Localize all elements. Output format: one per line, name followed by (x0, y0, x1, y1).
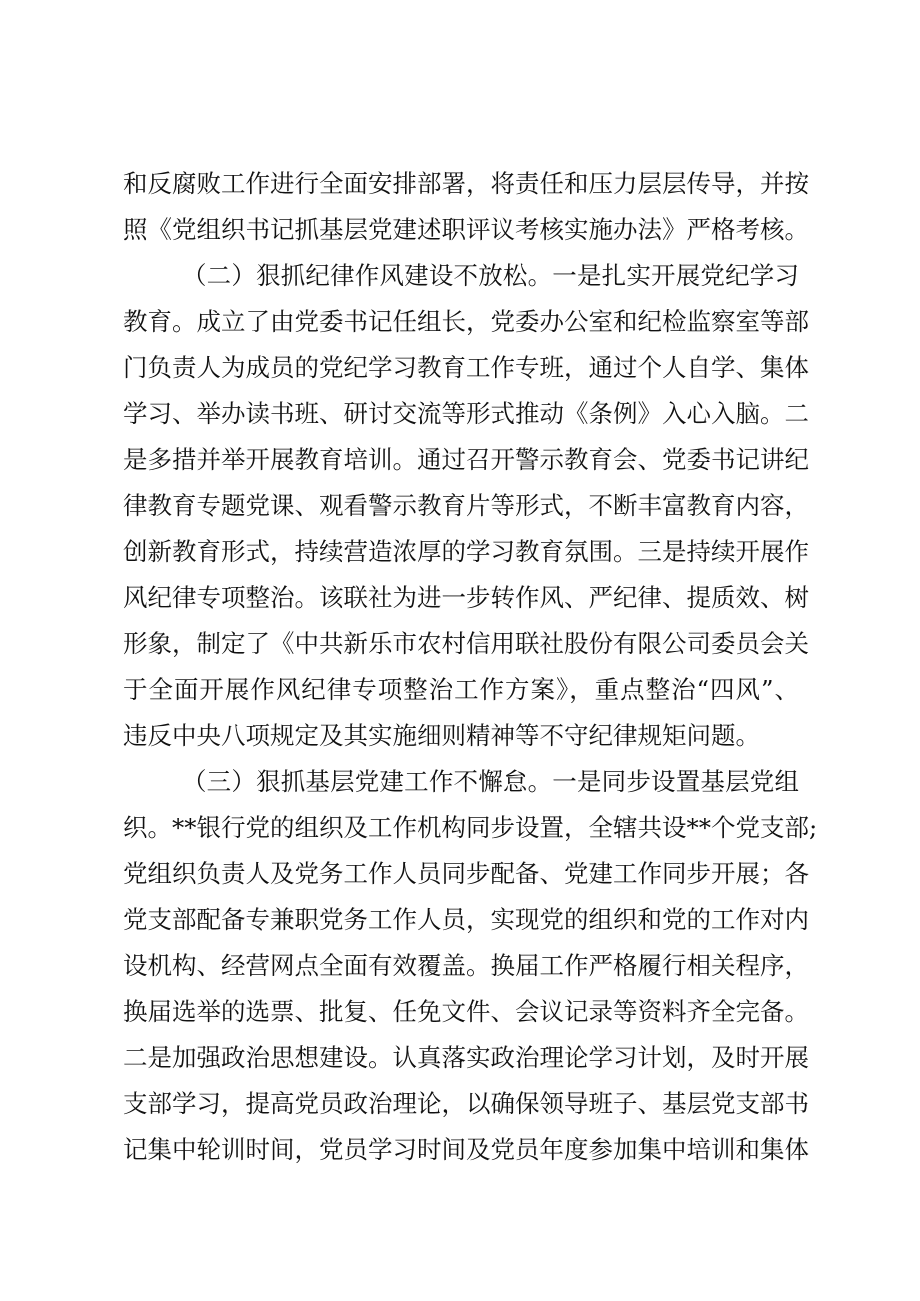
text-line: 教育。成立了由党委书记任组长，党委办公室和纪检监察室等部 (123, 307, 809, 336)
text-line: （二）狠抓纪律作风建设不放松。一是扎实开展党纪学习 (182, 261, 799, 290)
text-line: 织。**银行党的组织及工作机构同步设置，全辖共设**个党支部; (123, 813, 818, 842)
text-line: 形象，制定了《中共新乐市农村信用联社股份有限公司委员会关 (123, 629, 809, 658)
text-line: 风纪律专项整治。该联社为进一步转作风、严纪律、提质效、树 (123, 583, 809, 612)
text-line: 门负责人为成员的党纪学习教育工作专班，通过个人自学、集体 (123, 353, 809, 382)
text-line: 党组织负责人及党务工作人员同步配备、党建工作同步开展；各 (123, 859, 809, 888)
text-line: 设机构、经营网点全面有效覆盖。换届工作严格履行相关程序， (123, 951, 809, 980)
text-line: 党支部配备专兼职党务工作人员，实现党的组织和党的工作对内 (123, 905, 809, 934)
text-line: 违反中央八项规定及其实施细则精神等不守纪律规矩问题。 (123, 721, 760, 750)
text-line: 照《党组织书记抓基层党建述职评议考核实施办法》严格考核。 (123, 215, 809, 244)
text-line: 换届选举的选票、批复、任免文件、会议记录等资料齐全完备。 (123, 997, 809, 1026)
text-line: 记集中轮训时间，党员学习时间及党员年度参加集中培训和集体 (123, 1135, 809, 1164)
text-line: 二是加强政治思想建设。认真落实政治理论学习计划，及时开展 (123, 1043, 809, 1072)
text-line: （三）狠抓基层党建工作不懈怠。一是同步设置基层党组 (182, 767, 799, 796)
text-line: 于全面开展作风纪律专项整治工作方案》，重点整治“四风”、 (123, 675, 799, 704)
text-line: 支部学习，提高党员政治理论，以确保领导班子、基层党支部书 (123, 1089, 809, 1118)
text-line: 学习、举办读书班、研讨交流等形式推动《条例》入心入脑。二 (123, 399, 809, 428)
text-line: 创新教育形式，持续营造浓厚的学习教育氛围。三是持续开展作 (123, 537, 809, 566)
document-body (123, 161, 818, 1173)
text-line: 律教育专题党课、观看警示教育片等形式，不断丰富教育内容， (123, 491, 809, 520)
text-line: 是多措并举开展教育培训。通过召开警示教育会、党委书记讲纪 (123, 445, 809, 474)
text-line: 和反腐败工作进行全面安排部署，将责任和压力层层传导，并按 (123, 169, 809, 198)
